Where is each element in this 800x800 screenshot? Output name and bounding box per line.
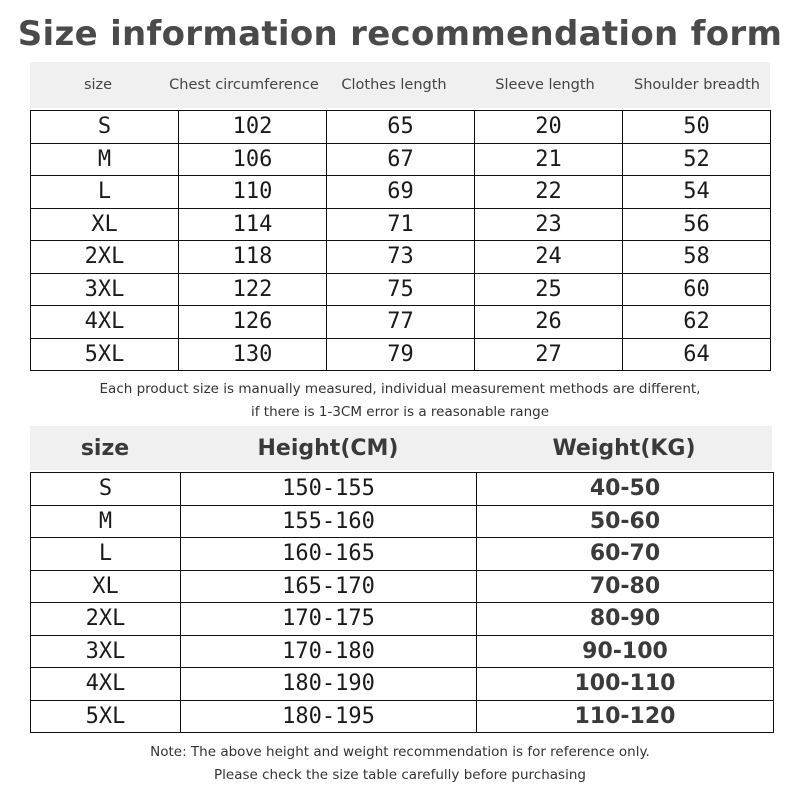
table-cell: 20 bbox=[475, 111, 623, 144]
table-cell: 67 bbox=[327, 143, 475, 176]
table-row bbox=[31, 538, 774, 571]
table-cell: 5XL bbox=[31, 338, 179, 371]
table-row bbox=[31, 570, 774, 603]
table-cell: 79 bbox=[327, 338, 475, 371]
table-cell: 90-100 bbox=[477, 635, 774, 668]
table-cell: 60 bbox=[623, 273, 771, 306]
table-cell: 100-110 bbox=[477, 668, 774, 701]
column-header-height: Height(CM) bbox=[257, 435, 399, 461]
table-cell: 118 bbox=[179, 241, 327, 274]
table-cell: 73 bbox=[327, 241, 475, 274]
measurement-note-line1: Each product size is manually measured, individual measurement methods are different, bbox=[99, 381, 701, 397]
table-row bbox=[31, 273, 771, 306]
table-cell: 2XL bbox=[31, 241, 179, 274]
table-cell: 71 bbox=[327, 208, 475, 241]
table-cell: M bbox=[31, 143, 179, 176]
table-cell: 180-190 bbox=[181, 668, 477, 701]
table-cell: 3XL bbox=[31, 635, 181, 668]
table-row bbox=[31, 635, 774, 668]
table-cell: 122 bbox=[179, 273, 327, 306]
recommendation-header bbox=[30, 426, 772, 470]
table-row bbox=[31, 505, 774, 538]
table-cell: 40-50 bbox=[477, 473, 774, 506]
table-cell: 3XL bbox=[31, 273, 179, 306]
column-header-length: Clothes length bbox=[341, 77, 447, 93]
table-cell: 52 bbox=[623, 143, 771, 176]
table-cell: 150-155 bbox=[181, 473, 477, 506]
table-cell: 4XL bbox=[31, 668, 181, 701]
table-cell: 180-195 bbox=[181, 700, 477, 733]
size-chart-header bbox=[30, 62, 770, 108]
table-cell: 54 bbox=[623, 176, 771, 209]
column-header-chest: Chest circumference bbox=[169, 77, 319, 93]
table-cell: 114 bbox=[179, 208, 327, 241]
table-cell: M bbox=[31, 505, 181, 538]
table-cell: 22 bbox=[475, 176, 623, 209]
table-cell: L bbox=[31, 176, 179, 209]
table-row bbox=[31, 700, 774, 733]
column-header-shoulder: Shoulder breadth bbox=[634, 77, 760, 93]
table-cell: S bbox=[31, 473, 181, 506]
table-cell: 170-180 bbox=[181, 635, 477, 668]
table-cell: 64 bbox=[623, 338, 771, 371]
table-cell: 4XL bbox=[31, 306, 179, 339]
table-row bbox=[31, 111, 771, 144]
table-row bbox=[31, 176, 771, 209]
table-cell: 60-70 bbox=[477, 538, 774, 571]
column-header-size: size bbox=[80, 435, 130, 461]
measurement-note-line2: if there is 1-3CM error is a reasonable range bbox=[250, 404, 550, 420]
table-row bbox=[31, 208, 771, 241]
table-cell: 5XL bbox=[31, 700, 181, 733]
table-cell: 110 bbox=[179, 176, 327, 209]
table-row bbox=[31, 473, 774, 506]
table-cell: 80-90 bbox=[477, 603, 774, 636]
table-cell: 65 bbox=[327, 111, 475, 144]
table-row bbox=[31, 241, 771, 274]
page-title: Size information recommendation form bbox=[17, 14, 783, 54]
size-measurement-table bbox=[30, 110, 771, 371]
reference-note-line1: Note: The above height and weight recommendation is for reference only. bbox=[150, 744, 650, 760]
table-cell: 69 bbox=[327, 176, 475, 209]
table-cell: XL bbox=[31, 570, 181, 603]
table-cell: 126 bbox=[179, 306, 327, 339]
table-cell: 160-165 bbox=[181, 538, 477, 571]
table-cell: XL bbox=[31, 208, 179, 241]
table-cell: 102 bbox=[179, 111, 327, 144]
table-cell: 2XL bbox=[31, 603, 181, 636]
table-cell: 50 bbox=[623, 111, 771, 144]
column-header-weight: Weight(KG) bbox=[552, 435, 696, 461]
table-cell: 23 bbox=[475, 208, 623, 241]
table-row bbox=[31, 306, 771, 339]
table-cell: 155-160 bbox=[181, 505, 477, 538]
table-cell: 110-120 bbox=[477, 700, 774, 733]
table-cell: S bbox=[31, 111, 179, 144]
table-row bbox=[31, 143, 771, 176]
table-row bbox=[31, 603, 774, 636]
table-cell: 62 bbox=[623, 306, 771, 339]
table-cell: 170-175 bbox=[181, 603, 477, 636]
column-header-size: size bbox=[83, 77, 113, 93]
table-cell: 27 bbox=[475, 338, 623, 371]
reference-note-line2: Please check the size table carefully before purchasing bbox=[214, 767, 586, 783]
column-header-sleeve: Sleeve length bbox=[495, 77, 595, 93]
table-cell: 21 bbox=[475, 143, 623, 176]
table-cell: 70-80 bbox=[477, 570, 774, 603]
table-cell: 56 bbox=[623, 208, 771, 241]
height-weight-table bbox=[30, 472, 774, 733]
table-cell: 77 bbox=[327, 306, 475, 339]
table-cell: 24 bbox=[475, 241, 623, 274]
table-row bbox=[31, 668, 774, 701]
table-cell: 130 bbox=[179, 338, 327, 371]
table-cell: 26 bbox=[475, 306, 623, 339]
table-cell: L bbox=[31, 538, 181, 571]
table-cell: 75 bbox=[327, 273, 475, 306]
table-row bbox=[31, 338, 771, 371]
table-cell: 58 bbox=[623, 241, 771, 274]
table-cell: 165-170 bbox=[181, 570, 477, 603]
table-cell: 50-60 bbox=[477, 505, 774, 538]
table-cell: 25 bbox=[475, 273, 623, 306]
table-cell: 106 bbox=[179, 143, 327, 176]
